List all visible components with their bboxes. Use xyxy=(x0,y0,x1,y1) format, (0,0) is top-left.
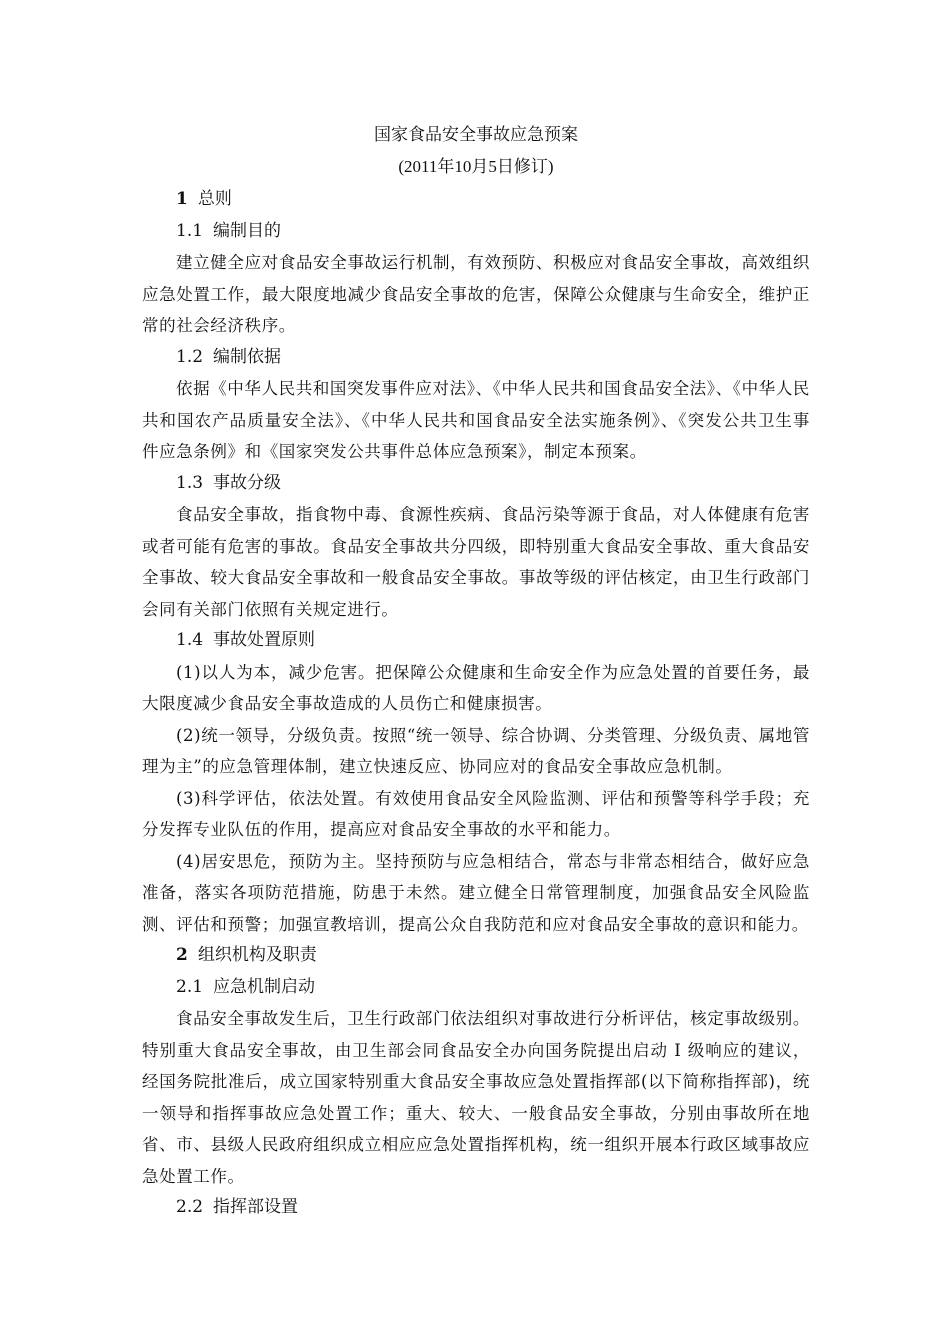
document-body xyxy=(142,119,810,1224)
paragraph: 食品安全事故，指食物中毒、食源性疾病、食品污染等源于食品，对人体健康有危害或者可能有危害的事故。食品安全事故共分四级，即特别重大食品安全事故、重大食品安全事故、较大食品安全事故和一般食品安全事故。事故等级的评估核定，由卫生行政部门会同有关部门依照有关规定进行。 xyxy=(142,505,810,619)
section-heading-2 xyxy=(142,940,810,972)
section-title: 应急机制启动 xyxy=(213,976,316,997)
section-number: 2 xyxy=(176,945,188,965)
section-title: 事故处置原则 xyxy=(213,630,316,650)
subsection-heading-1-4 xyxy=(142,625,810,657)
section-title: 总则 xyxy=(197,189,232,209)
document-title: 国家食品安全事故应急预案 xyxy=(374,125,578,145)
section-number: 1.4 xyxy=(176,630,204,650)
section-title: 编制依据 xyxy=(213,346,282,367)
section-number: 1.2 xyxy=(176,346,204,367)
subsection-heading-1-2 xyxy=(142,342,810,374)
section-title: 组织机构及职责 xyxy=(197,945,317,965)
section-number: 1.3 xyxy=(176,472,204,493)
subsection-heading-2-1 xyxy=(142,972,810,1004)
section-title: 编制目的 xyxy=(213,220,282,241)
section-number: 2.2 xyxy=(176,1197,204,1217)
section-number: 1 xyxy=(176,189,188,209)
paragraph: (1)以人为本，减少危害。把保障公众健康和生命安全作为应急处置的首要任务，最大限度减少食品安全事故造成的人员伤亡和健康损害。 xyxy=(142,662,810,713)
subsection-heading-1-3 xyxy=(142,468,810,500)
paragraph: 食品安全事故发生后，卫生行政部门依法组织对事故进行分析评估，核定事故级别。特别重大食品安全事故，由卫生部会同食品安全办向国务院提出启动 I 级响应的建议，经国务院批准后，成立国家特别重大食品安全事故应急处置指挥部(以下简称指挥部)，统一领导和指挥事故应急处置工作；重大、较大、一般食品安全事故，分别由事故所在地省、市、县级人民政府组织成立相应应急处置指挥机构，统一组织开展本行政区域事故应急处置工作。 xyxy=(142,1009,810,1186)
section-title: 指挥部设置 xyxy=(213,1197,299,1217)
paragraph: (3)科学评估，依法处置。有效使用食品安全风险监测、评估和预警等科学手段；充分发挥专业队伍的作用，提高应对食品安全事故的水平和能力。 xyxy=(142,788,810,839)
document-subtitle: (2011年10月5日修订) xyxy=(398,157,554,176)
subsection-heading-2-2 xyxy=(142,1192,810,1224)
section-number: 2.1 xyxy=(176,976,204,997)
subsection-heading-1-1 xyxy=(142,216,810,248)
paragraph: (2)统一领导，分级负责。按照“统一领导、综合协调、分类管理、分级负责、属地管理为主”的应急管理体制，建立快速反应、协同应对的食品安全事故应急机制。 xyxy=(142,725,810,776)
paragraph: 建立健全应对食品安全事故运行机制，有效预防、积极应对食品安全事故，高效组织应急处置工作，最大限度地减少食品安全事故的危害，保障公众健康与生命安全，维护正常的社会经济秩序。 xyxy=(142,253,810,335)
section-title: 事故分级 xyxy=(213,472,282,493)
section-number: 1.1 xyxy=(176,220,204,241)
section-heading-1 xyxy=(142,184,810,216)
paragraph: 依据《中华人民共和国突发事件应对法》、《中华人民共和国食品安全法》、《中华人民共和国农产品质量安全法》、《中华人民共和国食品安全法实施条例》、《突发公共卫生事件应急条例》和《国家突发公共事件总体应急预案》，制定本预案。 xyxy=(142,379,810,461)
paragraph: (4)居安思危，预防为主。坚持预防与应急相结合，常态与非常态相结合，做好应急准备，落实各项防范措施，防患于未然。建立健全日常管理制度，加强食品安全风险监测、评估和预警；加强宣教培训，提高公众自我防范和应对食品安全事故的意识和能力。 xyxy=(142,851,810,934)
